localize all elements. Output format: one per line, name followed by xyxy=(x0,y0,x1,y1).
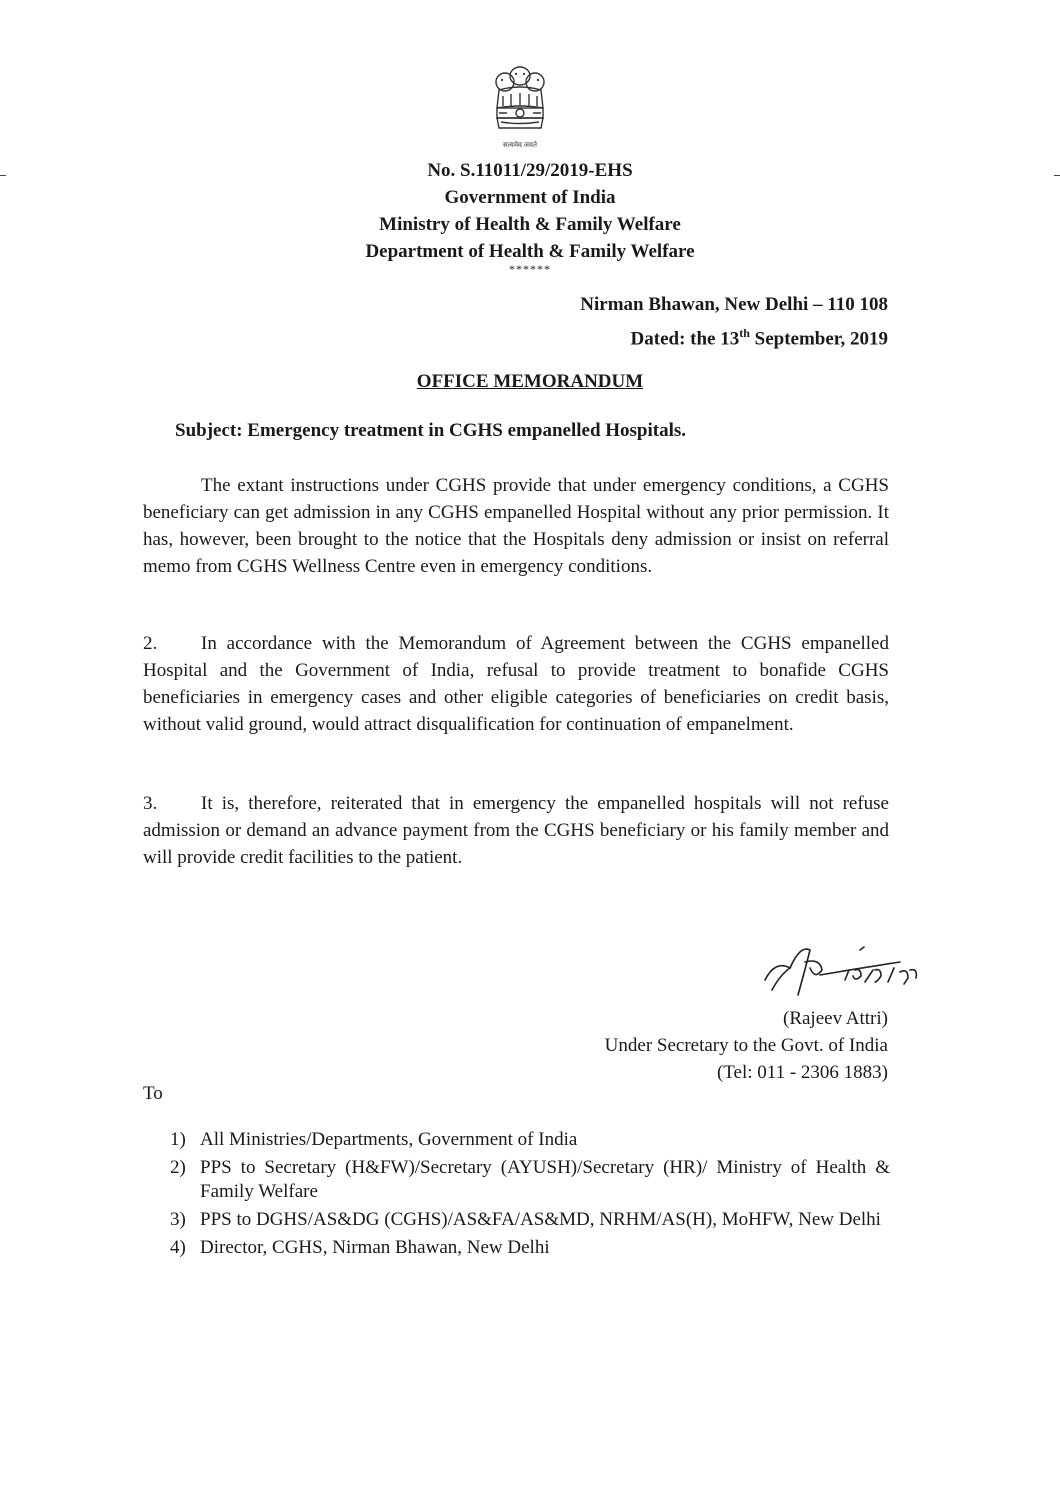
date-line xyxy=(631,319,888,353)
list-item: 1) All Ministries/Departments, Government of India xyxy=(170,1129,578,1150)
list-item: 4) Director, CGHS, Nirman Bhawan, New Delhi xyxy=(170,1237,550,1258)
emblem-caption: सत्यमेव जयते xyxy=(503,141,537,149)
signatory-designation: Under Secretary to the Govt. of India xyxy=(604,1035,888,1056)
subject-line: Subject: Emergency treatment in CGHS empanelled Hospitals. xyxy=(175,420,687,441)
paragraph-3 xyxy=(143,790,889,871)
paragraph-3-number: 3. xyxy=(143,793,158,814)
date-prefix: Dated: the 13 xyxy=(630,328,740,350)
paragraph-1 xyxy=(143,472,889,580)
paragraph-2-number: 2. xyxy=(143,633,158,654)
signatory-telephone: (Tel: 011 - 2306 1883) xyxy=(716,1062,888,1083)
paragraph-1-text: The extant instructions under CGHS provide that under emergency conditions, a CGHS beneficiary can get admission in any CGHS empanelled Hospital without any prior permission. It has, however, been brought to the notice that the Hospitals deny admission or insist on referral memo from CGHS Wellness Centre even in emergency conditions. xyxy=(143,475,889,577)
paragraph-3-text: It is, therefore, reiterated that in emergency the empanelled hospitals will not refuse admission or demand an advance payment from the CGHS beneficiary or his family member and will provide credit facilities to the patient. xyxy=(143,793,889,868)
date-superscript: th xyxy=(739,326,750,340)
list-item: 2) PPS to Secretary (H&FW)/Secretary (AYUSH)/Secretary (HR)/ Ministry of Health & Family Welfare xyxy=(170,1157,890,1202)
department-line: Department of Health & Family Welfare xyxy=(365,241,695,262)
recipient-list xyxy=(170,1128,890,1264)
file-number: No. S.11011/29/2019-EHS xyxy=(427,160,633,181)
ministry-line: Ministry of Health & Family Welfare xyxy=(379,214,681,235)
date-suffix: September, 2019 xyxy=(749,328,888,350)
handwritten-signature xyxy=(750,940,970,1000)
address-line: Nirman Bhawan, New Delhi – 110 108 xyxy=(580,294,888,315)
list-item: 3) PPS to DGHS/AS&DG (CGHS)/AS&FA/AS&MD, NRHM/AS(H), MoHFW, New Delhi xyxy=(170,1209,881,1230)
signatory-name: (Rajeev Attri) xyxy=(783,1008,888,1029)
national-emblem-icon xyxy=(485,58,555,150)
government-line: Government of India xyxy=(444,187,616,208)
to-label: To xyxy=(143,1083,163,1104)
paragraph-2 xyxy=(143,630,889,738)
memo-title: OFFICE MEMORANDUM xyxy=(416,371,644,392)
signature-block xyxy=(605,1005,888,1086)
separator-stars: ****** xyxy=(509,262,551,276)
paragraph-2-text: In accordance with the Memorandum of Agreement between the CGHS empanelled Hospital and the Government of India, refusal to provide treatment to bonafide CGHS beneficiaries in emergency cases and other eligible categories of beneficiaries on credit basis, without valid ground, would attract disqualification for continuation of empanelment. xyxy=(143,633,889,735)
